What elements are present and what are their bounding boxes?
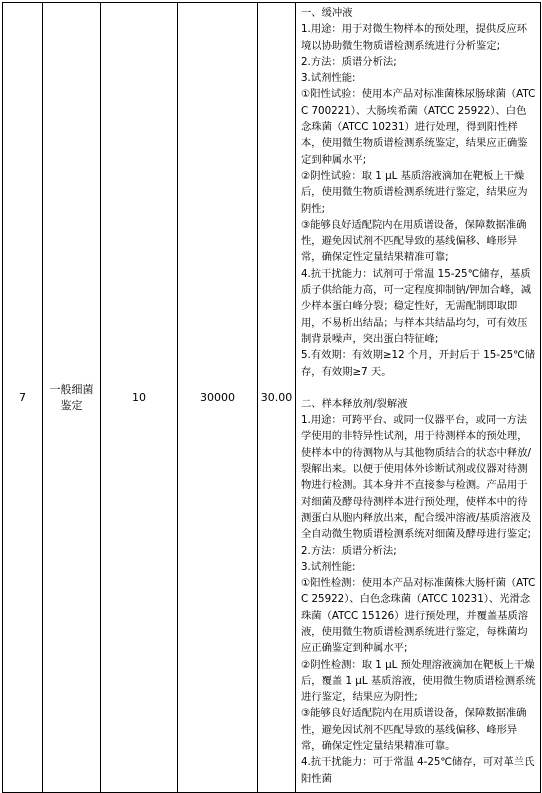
row-index-cell: 7 — [3, 3, 43, 793]
desc-line: 3.试剂性能: — [301, 560, 356, 573]
desc-heading-buffer: 一、缓冲液 — [301, 7, 353, 19]
desc-line: ②阴性检测：取 1 μL 预处理溶液滴加在靶板上干燥后，覆盖 1 μL 基质溶液，使用微生物质谱检测系统进行鉴定，结果应为阴性; — [301, 658, 536, 704]
desc-line: 5.有效期：有效期≥12 个月，开封后于 15-25℃储存，有效期≥7 天。 — [301, 349, 536, 378]
desc-line: 4.抗干扰能力：试剂可于常温 15-25℃储存，基质质子供给能力高，可一定程度抑制钠/钾加合峰，减少样本蛋白峰分裂；稳定性好，无需配制即取即用，不易析出结晶；与样本共结晶均匀，可有效压制背景噪声，突出蛋白特征峰; — [301, 267, 531, 345]
desc-line: ①阳性试验：使用本产品对标准菌株尿肠球菌（ATCC 700221）、大肠埃希菌（ATCC 25922）、白色念珠菌（ATCC 10231）进行处理，得到阳性样本，使用微生物质谱检测系统鉴定，结果应正确鉴定到种属水平; — [301, 88, 536, 166]
desc-line: 2.方法：质谱分析法; — [301, 55, 397, 68]
desc-line: 3.试剂性能: — [301, 72, 356, 85]
desc-line: 4.抗干扰能力：可于常温 4-25℃储存，可对革兰氏阳性菌 — [301, 756, 535, 785]
desc-heading-lysis: 二、样本释放剂/裂解液 — [301, 397, 408, 410]
desc-line: ③能够良好适配院内在用质谱设备，保障数据准确性，避免因试剂不匹配导致的基线偏移、峰形异常，确保定性定量结果精准可靠; — [301, 218, 527, 264]
table-row — [3, 3, 541, 793]
spec-table — [2, 2, 541, 793]
desc-line: ②阴性试验：取 1 μL 基质溶液滴加在靶板上干燥后，使用微生物质谱检测系统进行鉴定，结果应为阴性; — [301, 169, 528, 215]
desc-line: 1.用途：可跨平台、或同一仪器平台，或同一方法学使用的非特异性试剂，用于待测样本的预处理，使样本中的待测物从与其他物质结合的状态中释放/裂解出来。以便于使用体外诊断试剂或仪器对待测物进行检测。其本身并不直接参与检测。产品用于对细菌及酵母待测样本进行预处理，使样本中的待测蛋白从胞内释放出来，配合缓冲溶液/基质溶液及全自动微生物质谱检测系统对细菌及酵母进行鉴定; — [301, 414, 531, 541]
item-name-cell: 一般细菌鉴定 — [43, 3, 101, 793]
desc-line: ③能够良好适配院内在用质谱设备，保障数据准确性，避免因试剂不匹配导致的基线偏移、峰形异常，确保定性定量结果精准可靠。 — [301, 707, 527, 753]
description-cell — [296, 3, 541, 793]
desc-blank-line — [301, 380, 536, 396]
desc-line: ①阳性检测：使用本产品对标准菌株大肠杆菌（ATCC 25922）、白色念珠菌（ATCC 10231）、光滑念珠菌（ATCC 15126）进行预处理，并覆盖基质溶液，使用微生物质谱检测系统进行鉴定，每株菌均应正确鉴定到种属水平; — [301, 577, 536, 655]
amount-cell: 30.00 — [258, 3, 296, 793]
unit-price-cell: 30000 — [178, 3, 258, 793]
desc-line: 2.方法：质谱分析法; — [301, 544, 397, 557]
desc-line: 1.用途：用于对微生物样本的预处理，提供反应环境以协助微生物质谱检测系统进行分析鉴定; — [301, 23, 528, 52]
quantity-cell: 10 — [101, 3, 178, 793]
